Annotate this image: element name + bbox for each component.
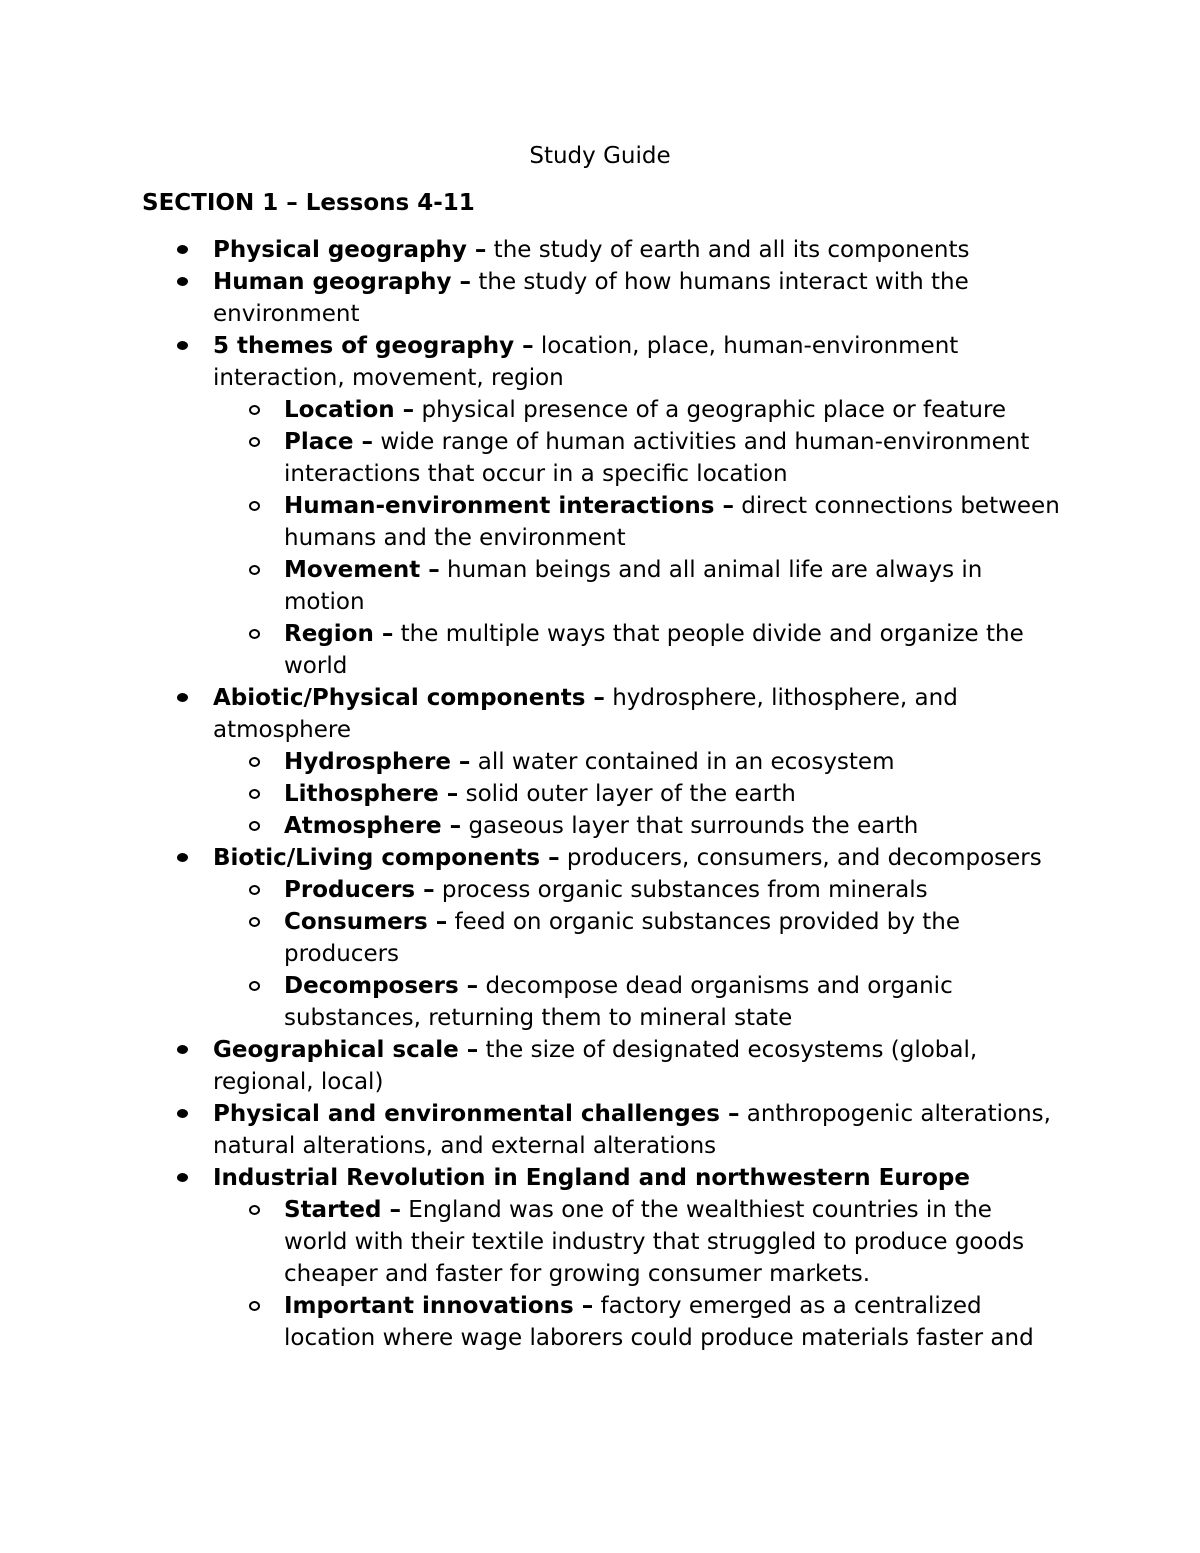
page-title: Study Guide — [529, 143, 671, 169]
item-desc: anthropogenic alterations, natural alterations, and external alterations — [213, 1101, 1051, 1159]
sub-list-item — [0, 1194, 1200, 1290]
bullet-circle-icon — [244, 778, 264, 810]
sub-list-item — [0, 394, 1200, 426]
bullet-circle-icon — [244, 874, 264, 906]
sub-item-term: Hydrosphere – — [284, 749, 471, 775]
outline-list — [0, 234, 1200, 1354]
bullet-dot-icon — [172, 682, 192, 714]
bullet-circle-icon — [244, 618, 264, 650]
list-item — [0, 330, 1200, 394]
item-desc: location, place, human-environment interaction, movement, region — [213, 333, 959, 391]
list-item — [0, 1162, 1200, 1194]
bullet-dot-icon — [172, 330, 192, 362]
item-term: Geographical scale – — [213, 1037, 479, 1063]
list-item — [0, 682, 1200, 746]
sub-item-term: Region – — [284, 621, 394, 647]
item-desc: hydrosphere, lithosphere, and atmosphere — [213, 685, 958, 743]
sub-list-item — [0, 746, 1200, 778]
item-term: Physical geography – — [213, 237, 487, 263]
sub-list-item — [0, 554, 1200, 618]
sub-item-desc: factory emerged as a centralized location where wage laborers could produce materials faster and — [284, 1293, 1034, 1351]
item-term: Biotic/Living components – — [213, 845, 560, 871]
sub-item-term: Consumers – — [284, 909, 448, 935]
bullet-dot-icon — [172, 234, 192, 266]
sub-item-term: Important innovations – — [284, 1293, 594, 1319]
sub-item-desc: decompose dead organisms and organic substances, returning them to mineral state — [284, 973, 953, 1031]
sub-item-term: Producers – — [284, 877, 435, 903]
bullet-circle-icon — [244, 906, 264, 938]
sub-item-desc: feed on organic substances provided by the producers — [284, 909, 961, 967]
sub-item-desc: the multiple ways that people divide and organize the world — [284, 621, 1024, 679]
sub-item-desc: all water contained in an ecosystem — [470, 749, 895, 775]
item-term: Industrial Revolution in England and northwestern Europe — [213, 1165, 970, 1191]
section-heading: SECTION 1 – Lessons 4-11 — [142, 190, 475, 216]
sub-item-term: Location – — [284, 397, 415, 423]
sub-list-item — [0, 618, 1200, 682]
sub-item-term: Human-environment interactions – — [284, 493, 734, 519]
bullet-dot-icon — [172, 1034, 192, 1066]
sub-list-item — [0, 874, 1200, 906]
sub-item-term: Decomposers – — [284, 973, 479, 999]
sub-item-desc: gaseous layer that surrounds the earth — [461, 813, 919, 839]
item-desc: the size of designated ecosystems (global, regional, local) — [213, 1037, 978, 1095]
sub-item-desc: solid outer layer of the earth — [458, 781, 796, 807]
sub-item-desc: process organic substances from minerals — [434, 877, 928, 903]
bullet-circle-icon — [244, 1290, 264, 1322]
sub-item-desc: human beings and all animal life are always in motion — [284, 557, 983, 615]
sub-item-term: Place – — [284, 429, 374, 455]
sub-item-term: Atmosphere – — [284, 813, 462, 839]
list-item — [0, 266, 1200, 330]
bullet-circle-icon — [244, 426, 264, 458]
item-desc: the study of earth and all its components — [486, 237, 970, 263]
sub-item-term: Started – — [284, 1197, 401, 1223]
item-term: 5 themes of geography – — [213, 333, 534, 359]
sub-list-item — [0, 426, 1200, 490]
sub-item-term: Lithosphere – — [284, 781, 459, 807]
bullet-dot-icon — [172, 266, 192, 298]
list-item — [0, 1034, 1200, 1098]
bullet-circle-icon — [244, 394, 264, 426]
sub-item-desc: England was one of the wealthiest countries in the world with their textile industry that struggled to produce goods cheaper and faster for growing consumer markets. — [284, 1197, 1025, 1287]
sub-item-desc: physical presence of a geographic place or feature — [414, 397, 1007, 423]
bullet-dot-icon — [172, 842, 192, 874]
sub-list-item — [0, 778, 1200, 810]
item-desc: the study of how humans interact with the environment — [213, 269, 969, 327]
sub-list-item — [0, 906, 1200, 970]
item-term: Human geography – — [213, 269, 472, 295]
item-term: Physical and environmental challenges – — [213, 1101, 740, 1127]
item-term: Abiotic/Physical components – — [213, 685, 605, 711]
bullet-dot-icon — [172, 1162, 192, 1194]
sub-item-desc: direct connections between humans and the environment — [284, 493, 1060, 551]
sub-list-item — [0, 970, 1200, 1034]
bullet-circle-icon — [244, 746, 264, 778]
sub-list-item — [0, 490, 1200, 554]
list-item — [0, 842, 1200, 874]
bullet-circle-icon — [244, 490, 264, 522]
bullet-circle-icon — [244, 554, 264, 586]
list-item — [0, 1098, 1200, 1162]
sub-list-item — [0, 1290, 1200, 1354]
sub-item-term: Movement – — [284, 557, 440, 583]
bullet-circle-icon — [244, 1194, 264, 1226]
sub-list-item — [0, 810, 1200, 842]
bullet-circle-icon — [244, 970, 264, 1002]
item-desc: producers, consumers, and decomposers — [559, 845, 1042, 871]
sub-item-desc: wide range of human activities and human-environment interactions that occur in a specific location — [284, 429, 1030, 487]
bullet-circle-icon — [244, 810, 264, 842]
bullet-dot-icon — [172, 1098, 192, 1130]
list-item — [0, 234, 1200, 266]
